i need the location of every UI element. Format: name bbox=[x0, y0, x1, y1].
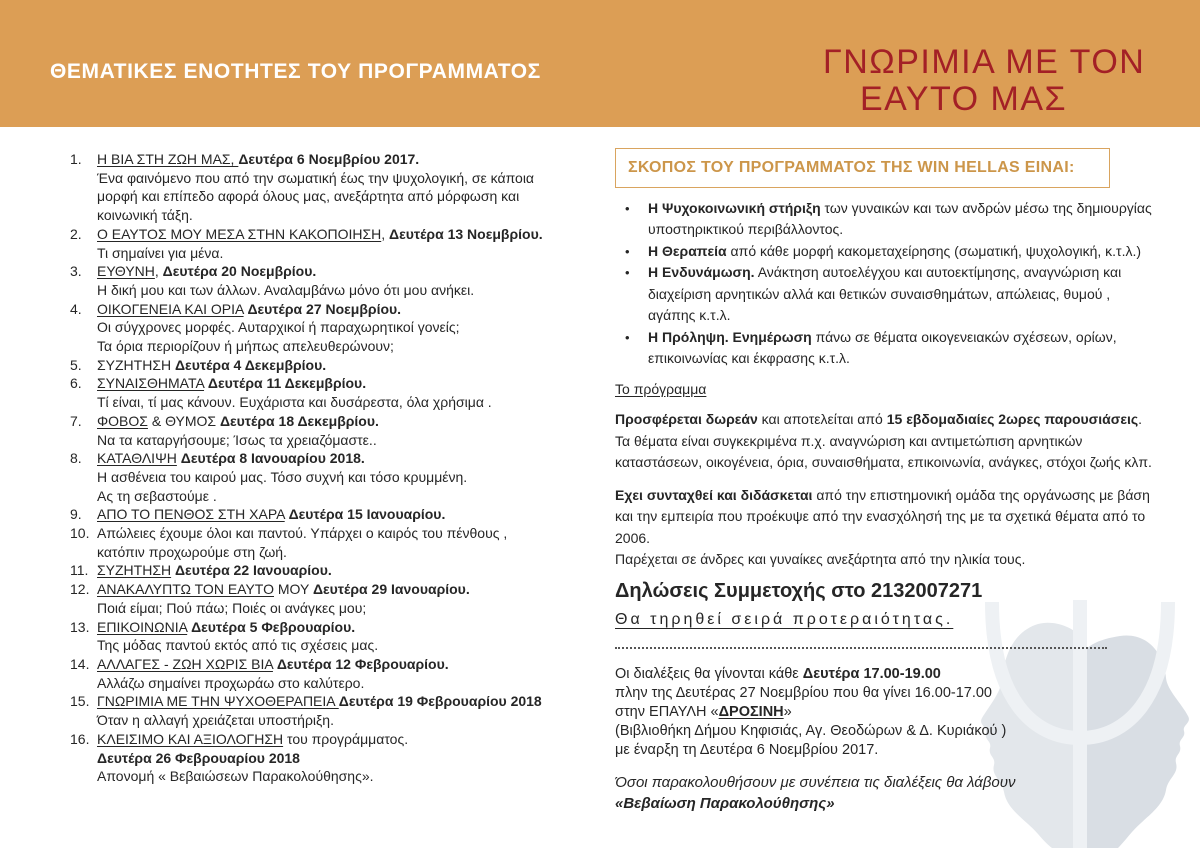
topic-item bbox=[55, 730, 590, 786]
thematic-sections-column bbox=[55, 150, 590, 786]
topic-number: 11. bbox=[70, 562, 89, 579]
topic-description-line: Τι σημαίνει για μένα. bbox=[97, 244, 224, 261]
paragraph-line: Προσφέρεται δωρεάν και αποτελείται από 15 εβδομαδιαίες 2ωρες παρουσιάσεις. bbox=[615, 411, 1143, 427]
topic-body bbox=[97, 618, 590, 655]
topic-number: 15. bbox=[70, 693, 90, 710]
topic-item bbox=[55, 150, 590, 225]
bullet-line: διαχείριση αρνητικών αλλά και θετικών συναισθημάτων, απώλειας, θυμού , bbox=[648, 285, 1111, 302]
topic-description-line: Οι σύγχρονες μορφές. Αυταρχικοί ή παραχωρητικοί γονείς; bbox=[97, 319, 460, 336]
topic-description-line: Ποιά είμαι; Πού πάω; Ποιές οι ανάγκες μου; bbox=[97, 599, 367, 616]
topic-description-line: Τα όρια περιορίζουν ή μήπως απελευθερώνουν; bbox=[97, 338, 394, 355]
program-title bbox=[823, 44, 1145, 118]
topic-description-line: μορφή και επίπεδο αφορά όλους μας, ανεξάρτητα από μόρφωση και bbox=[97, 188, 520, 205]
topic-number: 10. bbox=[70, 525, 90, 542]
topic-item bbox=[55, 505, 590, 524]
topic-description-line: Δευτέρα 26 Φεβρουαρίου 2018 bbox=[97, 749, 300, 766]
purpose-bullets bbox=[615, 198, 1155, 370]
bullet-text bbox=[648, 198, 1155, 241]
topic-body bbox=[97, 561, 590, 580]
paragraph-line: και την εμπειρία που προέκυψε από την ενασχόλησή της με τα σχετικά θέματα από το bbox=[615, 508, 1146, 524]
topic-number: 9. bbox=[70, 506, 82, 523]
topic-body bbox=[97, 356, 590, 375]
topic-title-line: Ο ΕΑΥΤΟΣ ΜΟΥ ΜΕΣΑ ΣΤΗΝ ΚΑΚΟΠΟΙΗΣΗ, Δευτέρα 13 Νοεμβρίου. bbox=[97, 225, 543, 242]
purpose-bullet-item bbox=[615, 327, 1155, 370]
topic-body bbox=[97, 580, 590, 617]
topic-number: 2. bbox=[70, 225, 82, 242]
topic-title-line: ΑΝΑΚΑΛΥΠΤΩ ΤΟΝ ΕΑΥΤΟ ΜΟΥ Δευτέρα 29 Ιανουαρίου. bbox=[97, 581, 470, 598]
topic-description-line: Της μόδας παντού εκτός από τις σχέσεις μας. bbox=[97, 637, 379, 654]
bullet-line: επικοινωνίας και έκφρασης κ.τ.λ. bbox=[648, 350, 850, 366]
topic-description-line: Όταν η αλλαγή χρειάζεται υποστήριξη. bbox=[97, 712, 334, 729]
topic-body bbox=[97, 374, 590, 411]
bullet-text bbox=[648, 327, 1155, 370]
topic-title-line: ΕΥΘΥΝΗ, Δευτέρα 20 Νοεμβρίου. bbox=[97, 263, 317, 280]
bullet-icon: • bbox=[625, 329, 630, 345]
lecture-info-line: (Βιβλιοθήκη Δήμου Κηφισιάς, Αγ. Θεοδώρων & Δ. Κυριάκού ) bbox=[615, 723, 1007, 739]
priority-notice: Θα τηρηθεί σειρά προτεραιότητας. bbox=[615, 610, 954, 628]
dotted-divider bbox=[615, 647, 1107, 649]
topic-description-line: Ένα φαινόμενο που από την σωματική έως την ψυχολογική, σε κάποια bbox=[97, 169, 535, 186]
topic-number: 16. bbox=[70, 730, 90, 747]
topic-description-line: Απονομή « Βεβαιώσεων Παρακολούθησης». bbox=[97, 768, 374, 785]
bullet-line: Η Ενδυνάμωση. Ανάκτηση αυτοελέγχου και αυτοεκτίμησης, αναγνώριση και bbox=[648, 264, 1122, 280]
certificate-line: «Βεβαίωση Παρακολούθησης» bbox=[615, 794, 835, 812]
purpose-bullet-item bbox=[615, 262, 1155, 327]
topic-title-line: ΣΥΝΑΙΣΘΗΜΑΤΑ Δευτέρα 11 Δεκεμβρίου. bbox=[97, 375, 367, 392]
topic-title-line: ΟΙΚΟΓΕΝΕΙΑ ΚΑΙ ΟΡΙΑ Δευτέρα 27 Νοεμβρίου. bbox=[97, 300, 402, 317]
program-description-paragraph bbox=[615, 409, 1155, 474]
bullet-line: Η Θεραπεία από κάθε μορφή κακομεταχείρησης (σωματική, ψυχολογική, κ.τ.λ.) bbox=[648, 242, 1142, 259]
paragraph-line: Εχει συνταχθεί και διδάσκεται από την επιστημονική ομάδα της οργάνωσης με βάση bbox=[615, 486, 1150, 503]
lecture-info-line: Οι διαλέξεις θα γίνονται κάθε Δευτέρα 17.00-19.00 bbox=[615, 666, 941, 682]
topic-body bbox=[97, 524, 590, 561]
topic-item bbox=[55, 524, 590, 561]
topic-body bbox=[97, 300, 590, 356]
paragraph-line: Τα θέματα είναι συγκεκριμένα π.χ. αναγνώριση και αντιμετώπιση αρνητικών bbox=[615, 432, 1083, 449]
topic-title-line: ΣΥΖΗΤΗΣΗ Δευτέρα 22 Ιανουαρίου. bbox=[97, 562, 332, 579]
topic-title-line: ΓΝΩΡΙΜΙΑ ΜΕ ΤΗΝ ΨΥΧΟΘΕΡΑΠΕΙΑ Δευτέρα 19 Φεβρουαρίου 2018 bbox=[97, 693, 542, 710]
topics-list bbox=[55, 150, 590, 786]
topic-title-line: ΚΑΤΑΘΛΙΨΗ Δευτέρα 8 Ιανουαρίου 2018. bbox=[97, 450, 365, 467]
left-column-title: ΘΕΜΑΤΙΚΕΣ ΕΝΟΤΗΤΕΣ ΤΟΥ ΠΡΟΓΡΑΜΜΑΤΟΣ bbox=[50, 60, 541, 83]
topic-description-line: κατόπιν προχωρούμε στη ζωή. bbox=[97, 543, 287, 560]
topic-body bbox=[97, 655, 590, 692]
topic-body bbox=[97, 730, 590, 786]
topic-title-line: ΦΟΒΟΣ & ΘΥΜΟΣ Δευτέρα 18 Δεκεμβρίου. bbox=[97, 412, 379, 429]
certificate-line: Όσοι παρακολουθήσουν με συνέπεια τις διαλέξεις θα λάβουν bbox=[615, 774, 1016, 791]
lecture-info-line: με έναρξη τη Δευτέρα 6 Νοεμβρίου 2017. bbox=[615, 742, 879, 758]
header-band bbox=[0, 0, 1200, 127]
topic-body bbox=[97, 150, 590, 225]
topic-title-line: ΑΠΟ ΤΟ ΠΕΝΘΟΣ ΣΤΗ ΧΑΡΑ Δευτέρα 15 Ιανουαρίου. bbox=[97, 506, 446, 523]
bullet-line: υποστηρικτικού περιβάλλοντος. bbox=[648, 221, 844, 237]
topic-body bbox=[97, 692, 590, 729]
topic-item bbox=[55, 561, 590, 580]
topic-title-line: ΚΛΕΙΣΙΜΟ ΚΑΙ ΑΞΙΟΛΟΓΗΣΗ του προγράμματος. bbox=[97, 730, 409, 747]
topic-number: 1. bbox=[70, 151, 82, 167]
bullet-line: αγάπης κ.τ.λ. bbox=[648, 307, 731, 323]
program-authorship-paragraph bbox=[615, 485, 1155, 571]
topic-number: 14. bbox=[70, 655, 90, 672]
topic-description-line: Η δική μου και των άλλων. Αναλαμβάνω μόνο ότι μου ανήκει. bbox=[97, 281, 475, 298]
program-title-line2: ΕΑΥΤΟ ΜΑΣ bbox=[860, 80, 1068, 118]
lecture-info-line: στην ΕΠΑΥΛΗ «ΔΡΟΣΙΝΗ» bbox=[615, 704, 792, 720]
topic-body bbox=[97, 505, 590, 524]
topic-number: 5. bbox=[70, 356, 82, 373]
topic-description-line: κοινωνική τάξη. bbox=[97, 207, 193, 224]
topic-item bbox=[55, 655, 590, 692]
program-title-line1: ΓΝΩΡΙΜΙΑ ΜΕ ΤΟΝ bbox=[823, 43, 1146, 81]
certificate-note bbox=[615, 773, 1155, 814]
topic-number: 7. bbox=[70, 412, 82, 429]
topic-number: 3. bbox=[70, 263, 82, 280]
topic-item bbox=[55, 580, 590, 617]
topic-item bbox=[55, 262, 590, 299]
topic-title-line: Απώλειες έχουμε όλοι και παντού. Υπάρχει ο καιρός του πένθους , bbox=[97, 525, 508, 542]
lecture-info-line: πλην της Δευτέρας 27 Νοεμβρίου που θα γίνει 16.00-17.00 bbox=[615, 685, 992, 701]
topic-item bbox=[55, 225, 590, 262]
topic-description-line: Τί είναι, τί μας κάνουν. Ευχάριστα και δυσάρεστα, όλα χρήσιμα . bbox=[97, 394, 492, 411]
topic-item bbox=[55, 300, 590, 356]
paragraph-line: καταστάσεων, οικογένεια, όρια, συναισθήματα, επικοινωνία, ανάγκες, στόχοι ζωής κλπ. bbox=[615, 454, 1152, 470]
topic-description-line: Να τα καταργήσουμε; Ίσως τα χρειαζόμαστε.. bbox=[97, 431, 377, 448]
topic-description-line: Η ασθένεια του καιρού μας. Τόσο συχνή και τόσο κρυμμένη. bbox=[97, 468, 468, 485]
bullet-icon: • bbox=[625, 265, 630, 280]
bullet-text bbox=[648, 241, 1155, 263]
topic-item bbox=[55, 618, 590, 655]
topic-item bbox=[55, 412, 590, 449]
paragraph-line: Παρέχεται σε άνδρες και γυναίκες ανεξάρτητα από την ηλικία τους. bbox=[615, 551, 1026, 567]
topic-item bbox=[55, 374, 590, 411]
topic-body bbox=[97, 412, 590, 449]
program-info-column bbox=[615, 148, 1155, 814]
topic-title-line: ΣΥΖΗΤΗΣΗ Δευτέρα 4 Δεκεμβρίου. bbox=[97, 356, 327, 373]
topic-item bbox=[55, 692, 590, 729]
topic-description-line: Αλλάζω σημαίνει προχωράω στο καλύτερο. bbox=[97, 674, 365, 691]
purpose-box-title: ΣΚΟΠΟΣ ΤΟΥ ΠΡΟΓΡΑΜΜΑΤΟΣ ΤΗΣ WIN HELLAS ΕΙΝΑΙ: bbox=[615, 148, 1110, 188]
topic-title-line: Η ΒΙΑ ΣΤΗ ΖΩΗ ΜΑΣ, Δευτέρα 6 Νοεμβρίου 2017. bbox=[97, 151, 420, 167]
topic-title-line: ΑΛΛΑΓΕΣ - ΖΩΗ ΧΩΡΙΣ ΒΙΑ Δευτέρα 12 Φεβρουαρίου. bbox=[97, 655, 449, 672]
signup-phone-line: Δηλώσεις Συμμετοχής στο 2132007271 bbox=[615, 579, 983, 602]
topic-item bbox=[55, 449, 590, 505]
paragraph-line: 2006. bbox=[615, 529, 651, 546]
topic-number: 12. bbox=[70, 581, 90, 598]
topic-body bbox=[97, 225, 590, 262]
topic-title-line: ΕΠΙΚΟΙΝΩΝΙΑ Δευτέρα 5 Φεβρουαρίου. bbox=[97, 618, 356, 635]
bullet-line: Η Ψυχοκοινωνική στήριξη των γυναικών και των ανδρών μέσω της δημιουργίας bbox=[648, 199, 1152, 216]
purpose-bullet-item bbox=[615, 241, 1155, 263]
topic-item bbox=[55, 356, 590, 375]
topic-number: 13. bbox=[70, 618, 90, 635]
topic-number: 6. bbox=[70, 375, 82, 392]
topic-number: 4. bbox=[70, 300, 82, 317]
program-heading: Το πρόγραμμα bbox=[615, 380, 707, 397]
topic-body bbox=[97, 449, 590, 505]
bullet-line: Η Πρόληψη. Ενημέρωση πάνω σε θέματα οικογενειακών σχέσεων, ορίων, bbox=[648, 328, 1117, 345]
topic-description-line: Ας τη σεβαστούμε . bbox=[97, 487, 217, 504]
lectures-schedule bbox=[615, 665, 1155, 760]
purpose-bullet-item bbox=[615, 198, 1155, 241]
topic-number: 8. bbox=[70, 450, 82, 467]
bullet-icon: • bbox=[625, 243, 630, 259]
bullet-text bbox=[648, 262, 1155, 327]
topic-body bbox=[97, 262, 590, 299]
bullet-icon: • bbox=[625, 200, 630, 216]
